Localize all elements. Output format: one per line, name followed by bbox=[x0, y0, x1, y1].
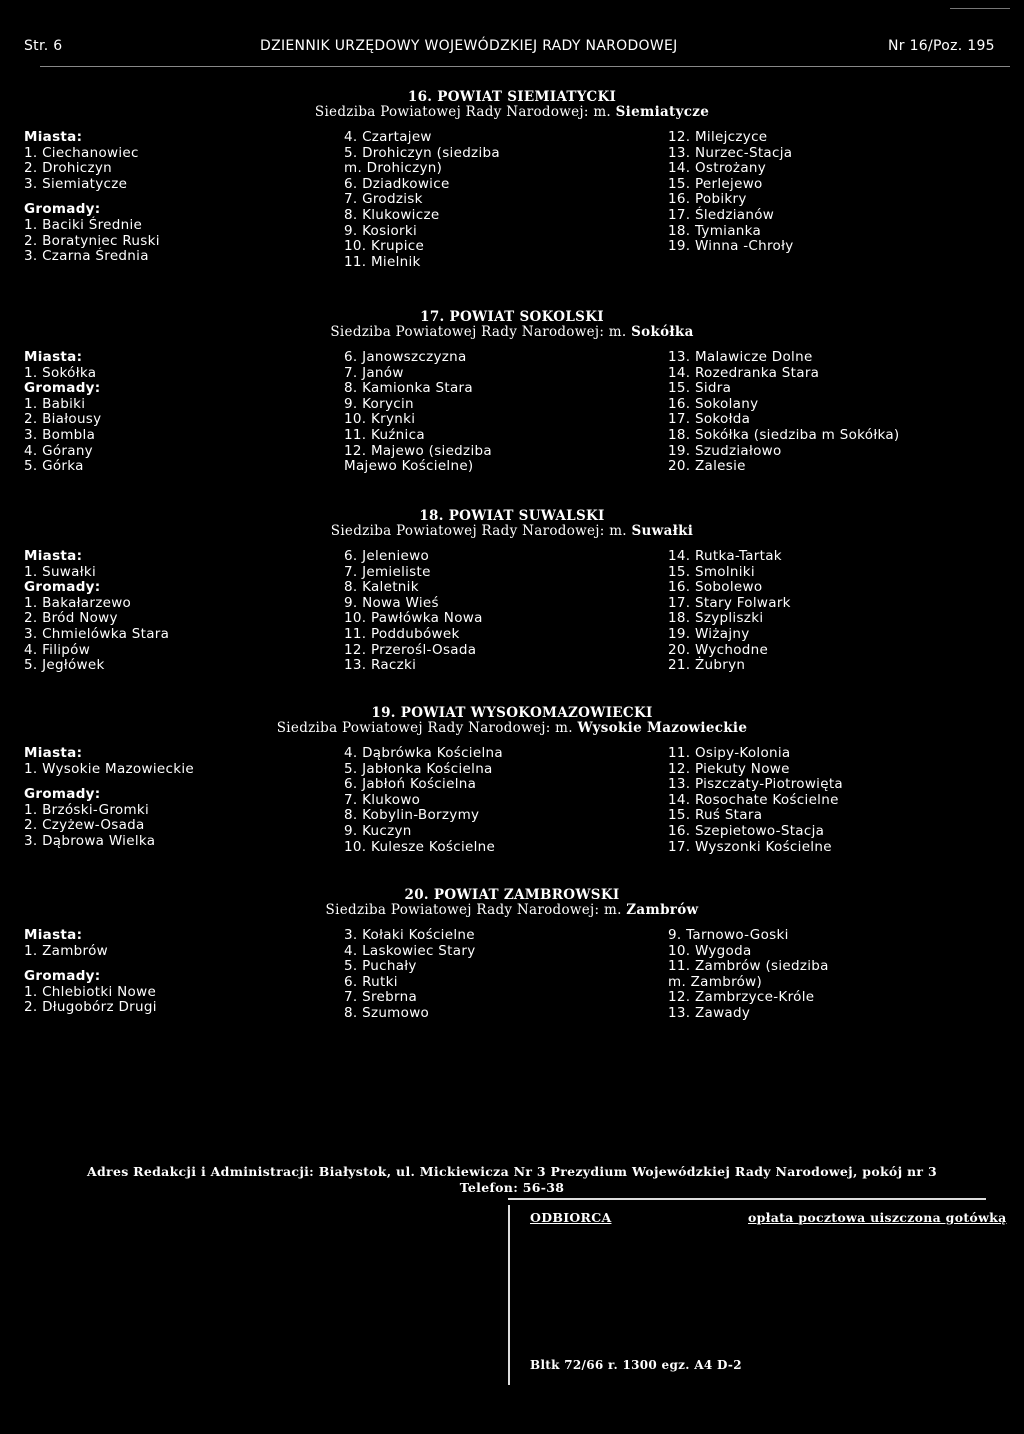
category-label: Miasta: bbox=[24, 349, 83, 365]
category-label: Gromady: bbox=[24, 786, 101, 803]
seat-label: Siedziba Powiatowej Rady Narodowej: m. bbox=[330, 523, 627, 539]
list-item: 8. Kamionka Stara bbox=[344, 380, 473, 397]
list-item: 1. Zambrów bbox=[24, 942, 108, 959]
gmina-column-2 bbox=[344, 130, 500, 270]
journal-title: DZIENNIK URZĘDOWY WOJEWÓDZKIEJ RADY NARODOWEJ bbox=[260, 38, 678, 54]
seat-line bbox=[0, 903, 1024, 918]
list-item: 12. Majewo (siedziba bbox=[344, 442, 492, 459]
list-item: 4. Czartajew bbox=[344, 129, 432, 145]
gmina-column-3 bbox=[668, 549, 791, 674]
list-item: 12. Milejczyce bbox=[668, 129, 768, 145]
gmina-column-3 bbox=[668, 130, 794, 255]
gmina-column-1 bbox=[24, 350, 101, 475]
list-item: 7. Grodzisk bbox=[344, 191, 423, 208]
list-item: 13. Raczki bbox=[344, 657, 417, 674]
list-item: 5. Górka bbox=[24, 458, 84, 475]
list-item: 3. Czarna Średnia bbox=[24, 248, 149, 265]
list-item: 3. Dąbrowa Wielka bbox=[24, 832, 156, 849]
list-item: 12. Piekuty Nowe bbox=[668, 760, 790, 777]
powiat-name: 20. POWIAT ZAMBROWSKI bbox=[404, 887, 620, 903]
seat-town: Sokółka bbox=[631, 324, 694, 340]
list-item: 19. Wiżajny bbox=[668, 625, 750, 642]
list-item: 5. Puchały bbox=[344, 958, 417, 975]
list-item: 1. Baciki Średnie bbox=[24, 216, 143, 233]
list-item: 12. Przerośl-Osada bbox=[344, 641, 477, 658]
list-item: 4. Dąbrówka Kościelna bbox=[344, 745, 503, 761]
header-rule bbox=[40, 66, 1010, 67]
list-item: 3. Kołaki Kościelne bbox=[344, 927, 475, 943]
list-item: 8. Kaletnik bbox=[344, 579, 419, 596]
list-item: 7. Klukowo bbox=[344, 791, 421, 808]
footer-rule bbox=[508, 1198, 986, 1200]
list-item: 1. Suwałki bbox=[24, 563, 97, 580]
list-item: 11. Kuźnica bbox=[344, 426, 425, 443]
section-title bbox=[0, 310, 1024, 340]
list-item: 15. Sidra bbox=[668, 380, 732, 397]
powiat-name: 16. POWIAT SIEMIATYCKI bbox=[407, 89, 617, 105]
gmina-column-2 bbox=[344, 549, 483, 674]
seat-line bbox=[0, 325, 1024, 340]
list-item: 18. Tymianka bbox=[668, 222, 762, 239]
category-label: Gromady: bbox=[24, 380, 101, 397]
list-item: 17. Śledzianów bbox=[668, 206, 775, 223]
footer-vertical-rule bbox=[508, 1205, 510, 1385]
gmina-column-2 bbox=[344, 350, 492, 475]
list-item: 12. Zambrzyce-Króle bbox=[668, 989, 815, 1006]
list-item: 10. Wygoda bbox=[668, 942, 752, 959]
list-item: 6. Dziadkowice bbox=[344, 175, 450, 192]
list-item: 8. Szumowo bbox=[344, 1004, 430, 1021]
category-label: Miasta: bbox=[24, 745, 83, 761]
list-item: 13. Piszczaty-Piotrowięta bbox=[668, 776, 843, 793]
gmina-column-1 bbox=[24, 549, 169, 674]
gmina-column-2 bbox=[344, 746, 503, 855]
list-item: 4. Filipów bbox=[24, 641, 91, 658]
list-item: 6. Rutki bbox=[344, 973, 398, 990]
category-label: Gromady: bbox=[24, 968, 101, 985]
list-item: 10. Krupice bbox=[344, 238, 425, 255]
seat-line bbox=[0, 105, 1024, 120]
list-item: 15. Ruś Stara bbox=[668, 807, 763, 824]
list-item: 9. Tarnowo-Goski bbox=[668, 927, 789, 943]
list-item: 20. Zalesie bbox=[668, 458, 746, 475]
footer-phone: Telefon: 56-38 bbox=[459, 1180, 565, 1195]
list-item: 9. Korycin bbox=[344, 395, 414, 412]
print-info: Bltk 72/66 r. 1300 egz. A4 D-2 bbox=[530, 1358, 742, 1372]
list-item: 7. Srebrna bbox=[344, 989, 418, 1006]
gmina-column-3 bbox=[668, 928, 829, 1022]
footer-address: Adres Redakcji i Administracji: Białystok, ul. Mickiewicza Nr 3 Prezydium Wojewódzkiej Rady Narodowej, pokój nr 3 bbox=[87, 1164, 937, 1179]
list-item: 16. Szepietowo-Stacja bbox=[668, 822, 825, 839]
seat-line bbox=[0, 721, 1024, 736]
recipient-label: ODBIORCA bbox=[530, 1210, 612, 1225]
seat-label: Siedziba Powiatowej Rady Narodowej: m. bbox=[314, 104, 612, 120]
list-item: 6. Jeleniewo bbox=[344, 548, 430, 564]
seat-label: Siedziba Powiatowej Rady Narodowej: m. bbox=[276, 720, 573, 736]
list-item: 7. Jemieliste bbox=[344, 563, 431, 580]
page-number: Str. 6 bbox=[24, 38, 63, 54]
powiat-name: 17. POWIAT SOKOLSKI bbox=[420, 309, 604, 325]
gmina-column-1 bbox=[24, 928, 157, 1016]
list-item: 20. Wychodne bbox=[668, 641, 769, 658]
list-item: 14. Rosochate Kościelne bbox=[668, 791, 839, 808]
gmina-column-2 bbox=[344, 928, 475, 1022]
list-item: 2. Białousy bbox=[24, 411, 102, 428]
list-item: 5. Drohiczyn (siedziba bbox=[344, 144, 500, 161]
section-title bbox=[0, 509, 1024, 539]
list-item: 18. Szypliszki bbox=[668, 610, 764, 627]
list-item: 7. Janów bbox=[344, 364, 404, 381]
top-corner-rule bbox=[950, 8, 1010, 9]
seat-town: Siemiatycze bbox=[615, 104, 710, 120]
list-item: 19. Szudziałowo bbox=[668, 442, 782, 459]
seat-label: Siedziba Powiatowej Rady Narodowej: m. bbox=[325, 902, 622, 918]
list-item: 16. Sobolewo bbox=[668, 579, 763, 596]
category-label: Gromady: bbox=[24, 579, 101, 596]
list-item: 1. Babiki bbox=[24, 395, 86, 412]
list-item: 1. Ciechanowiec bbox=[24, 144, 139, 161]
list-item: m. Zambrów) bbox=[668, 973, 763, 990]
list-item: 9. Kuczyn bbox=[344, 822, 412, 839]
list-item: 11. Mielnik bbox=[344, 253, 421, 270]
category-label: Miasta: bbox=[24, 548, 83, 564]
list-item: 17. Sokołda bbox=[668, 411, 751, 428]
gmina-column-1 bbox=[24, 130, 160, 265]
list-item: 1. Chlebiotki Nowe bbox=[24, 983, 157, 1000]
list-item: 14. Rutka-Tartak bbox=[668, 548, 782, 564]
list-item: 2. Boratyniec Ruski bbox=[24, 232, 160, 249]
list-item: 13. Zawady bbox=[668, 1004, 751, 1021]
list-item: 1. Bakałarzewo bbox=[24, 594, 132, 611]
list-item: 10. Pawłówka Nowa bbox=[344, 610, 483, 627]
list-item: 11. Zambrów (siedziba bbox=[668, 958, 829, 975]
list-item: 3. Bombla bbox=[24, 426, 96, 443]
list-item: 14. Ostrożany bbox=[668, 160, 767, 177]
powiat-name: 18. POWIAT SUWALSKI bbox=[419, 508, 605, 524]
list-item: 9. Nowa Wieś bbox=[344, 594, 439, 611]
category-label: Miasta: bbox=[24, 129, 83, 145]
list-item: 6. Jabłoń Kościelna bbox=[344, 776, 477, 793]
list-item: 3. Chmielówka Stara bbox=[24, 625, 170, 642]
list-item: 8. Klukowicze bbox=[344, 206, 440, 223]
powiat-name: 19. POWIAT WYSOKOMAZOWIECKI bbox=[371, 705, 653, 721]
page-header bbox=[24, 38, 1004, 60]
list-item: 18. Sokółka (siedziba m Sokółka) bbox=[668, 426, 900, 443]
seat-label: Siedziba Powiatowej Rady Narodowej: m. bbox=[330, 324, 627, 340]
list-item: 13. Nurzec-Stacja bbox=[668, 144, 793, 161]
list-item: 13. Malawicze Dolne bbox=[668, 349, 813, 365]
list-item: 17. Stary Folwark bbox=[668, 594, 791, 611]
seat-town: Wysokie Mazowieckie bbox=[577, 720, 748, 736]
list-item: 8. Kobylin-Borzymy bbox=[344, 807, 480, 824]
list-item: 4. Laskowiec Stary bbox=[344, 942, 476, 959]
list-item: 2. Bród Nowy bbox=[24, 610, 118, 627]
gmina-column-3 bbox=[668, 746, 843, 855]
list-item: 5. Jegłówek bbox=[24, 657, 105, 674]
list-item: 3. Siemiatycze bbox=[24, 175, 128, 192]
list-item: 1. Wysokie Mazowieckie bbox=[24, 760, 194, 777]
issue-number: Nr 16/Poz. 195 bbox=[888, 38, 995, 54]
section-title bbox=[0, 90, 1024, 120]
category-label: Miasta: bbox=[24, 927, 83, 943]
list-item: Majewo Kościelne) bbox=[344, 458, 474, 475]
list-item: 10. Krynki bbox=[344, 411, 416, 428]
list-item: 2. Drohiczyn bbox=[24, 160, 113, 177]
list-item: 1. Sokółka bbox=[24, 364, 97, 381]
list-item: 11. Osipy-Kolonia bbox=[668, 745, 791, 761]
list-item: 4. Górany bbox=[24, 442, 93, 459]
seat-line bbox=[0, 524, 1024, 539]
list-item: 1. Brzóski-Gromki bbox=[24, 801, 150, 818]
list-item: 9. Kosiorki bbox=[344, 222, 418, 239]
section-title bbox=[0, 706, 1024, 736]
seat-town: Zambrów bbox=[626, 902, 699, 918]
list-item: 11. Poddubówek bbox=[344, 625, 460, 642]
list-item: 16. Pobikry bbox=[668, 191, 747, 208]
category-label: Gromady: bbox=[24, 201, 101, 218]
gmina-column-1 bbox=[24, 746, 194, 850]
postage-note: opłata pocztowa uiszczona gotówką bbox=[748, 1210, 1007, 1225]
list-item: m. Drohiczyn) bbox=[344, 160, 443, 177]
list-item: 15. Perlejewo bbox=[668, 175, 763, 192]
list-item: 19. Winna -Chroły bbox=[668, 238, 794, 255]
list-item: 16. Sokolany bbox=[668, 395, 759, 412]
list-item: 2. Długobórz Drugi bbox=[24, 999, 157, 1016]
footer-address-block bbox=[0, 1164, 1024, 1196]
list-item: 15. Smolniki bbox=[668, 563, 755, 580]
list-item: 17. Wyszonki Kościelne bbox=[668, 838, 832, 855]
seat-town: Suwałki bbox=[631, 523, 694, 539]
list-item: 2. Czyżew-Osada bbox=[24, 817, 145, 834]
list-item: 21. Żubryn bbox=[668, 657, 746, 674]
list-item: 6. Janowszczyzna bbox=[344, 349, 467, 365]
list-item: 5. Jabłonka Kościelna bbox=[344, 760, 493, 777]
gmina-column-3 bbox=[668, 350, 900, 475]
section-title bbox=[0, 888, 1024, 918]
list-item: 10. Kulesze Kościelne bbox=[344, 838, 496, 855]
list-item: 14. Rozedranka Stara bbox=[668, 364, 820, 381]
